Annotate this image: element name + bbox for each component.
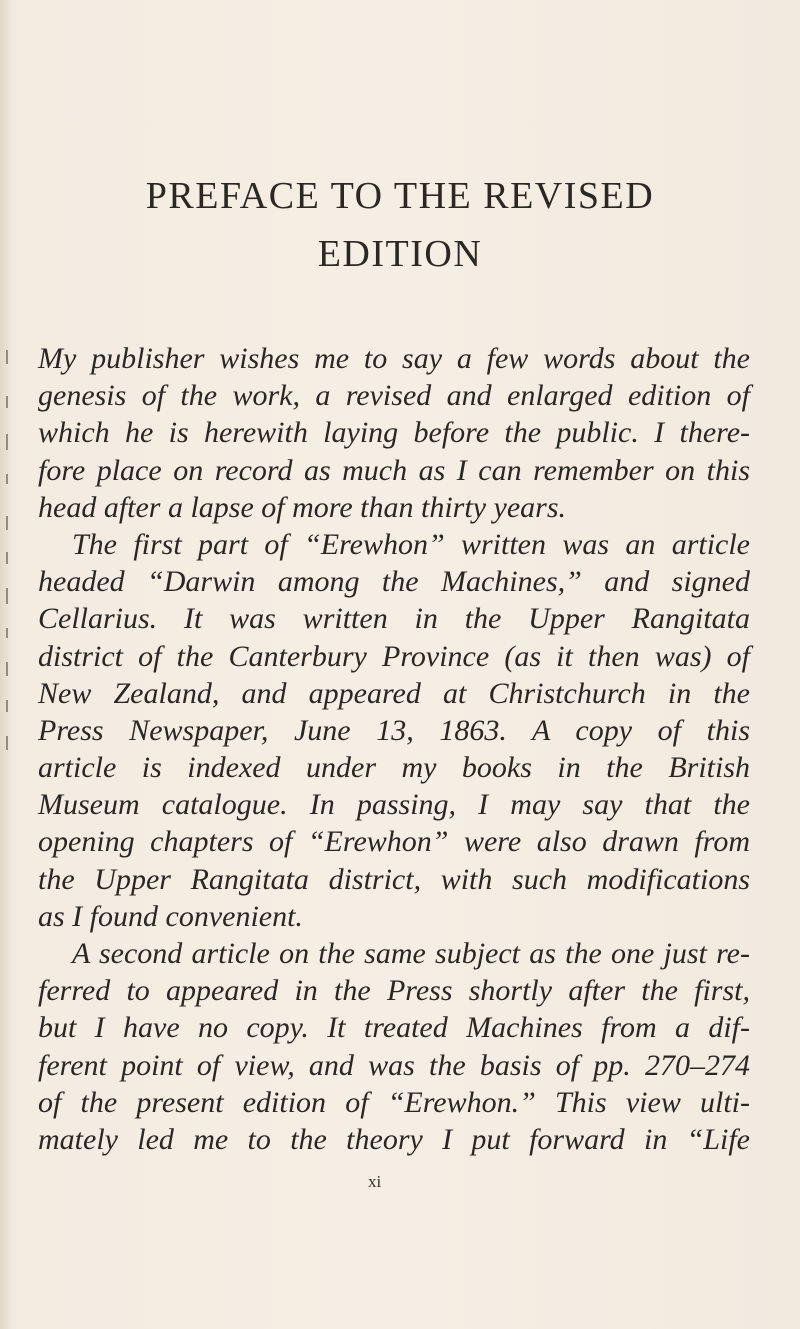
text-line: as I found convenient.: [38, 899, 303, 933]
text-line: but I have no copy. It treated Machines from a dif-: [38, 1011, 750, 1045]
page-number: xi: [368, 1172, 382, 1191]
text-line: the Upper Rangitata district, with such modifications: [38, 862, 750, 896]
gutter-marks: [4, 340, 12, 760]
text-line: Press Newspaper, June 13, 1863. A copy of this: [38, 713, 750, 747]
text-line: A second article on the same subject as the one just re-: [72, 937, 750, 970]
text-line: genesis of the work, a revised and enlarged edition of: [38, 379, 750, 413]
page-title-line-2: EDITION: [317, 233, 483, 275]
text-line: which he is herewith laying before the public. I there-: [38, 416, 750, 450]
text-line: Museum catalogue. In passing, I may say that the: [38, 788, 750, 822]
text-line: ferred to appeared in the Press shortly after the first,: [38, 974, 750, 1008]
paragraph-1: [38, 340, 750, 526]
text-line: Cellarius. It was written in the Upper Rangitata: [38, 602, 750, 636]
text-line: mately led me to the theory I put forward in “Life: [38, 1122, 750, 1156]
text-line: The first part of “Erewhon” written was an article: [72, 527, 750, 561]
text-line: opening chapters of “Erewhon” were also drawn from: [38, 825, 750, 859]
text-line: district of the Canterbury Province (as it then was) of: [38, 639, 750, 673]
text-line: article is indexed under my books in the British: [38, 751, 750, 785]
text-line: My publisher wishes me to say a few words about the: [38, 342, 750, 375]
text-line: fore place on record as much as I can remember on this: [38, 453, 750, 487]
text-line: ferent point of view, and was the basis of pp. 270–274: [38, 1048, 750, 1082]
text-line: headed “Darwin among the Machines,” and signed: [38, 565, 750, 599]
page-title-line-1: PREFACE TO THE REVISED: [145, 175, 655, 217]
paragraph-2: [38, 526, 750, 935]
paragraph-3: [38, 935, 750, 1158]
preface-text: [38, 340, 750, 1158]
text-line: of the present edition of “Erewhon.” This view ulti-: [38, 1085, 750, 1119]
text-line: New Zealand, and appeared at Christchurch in the: [38, 676, 750, 710]
text-line: head after a lapse of more than thirty years.: [38, 490, 566, 524]
